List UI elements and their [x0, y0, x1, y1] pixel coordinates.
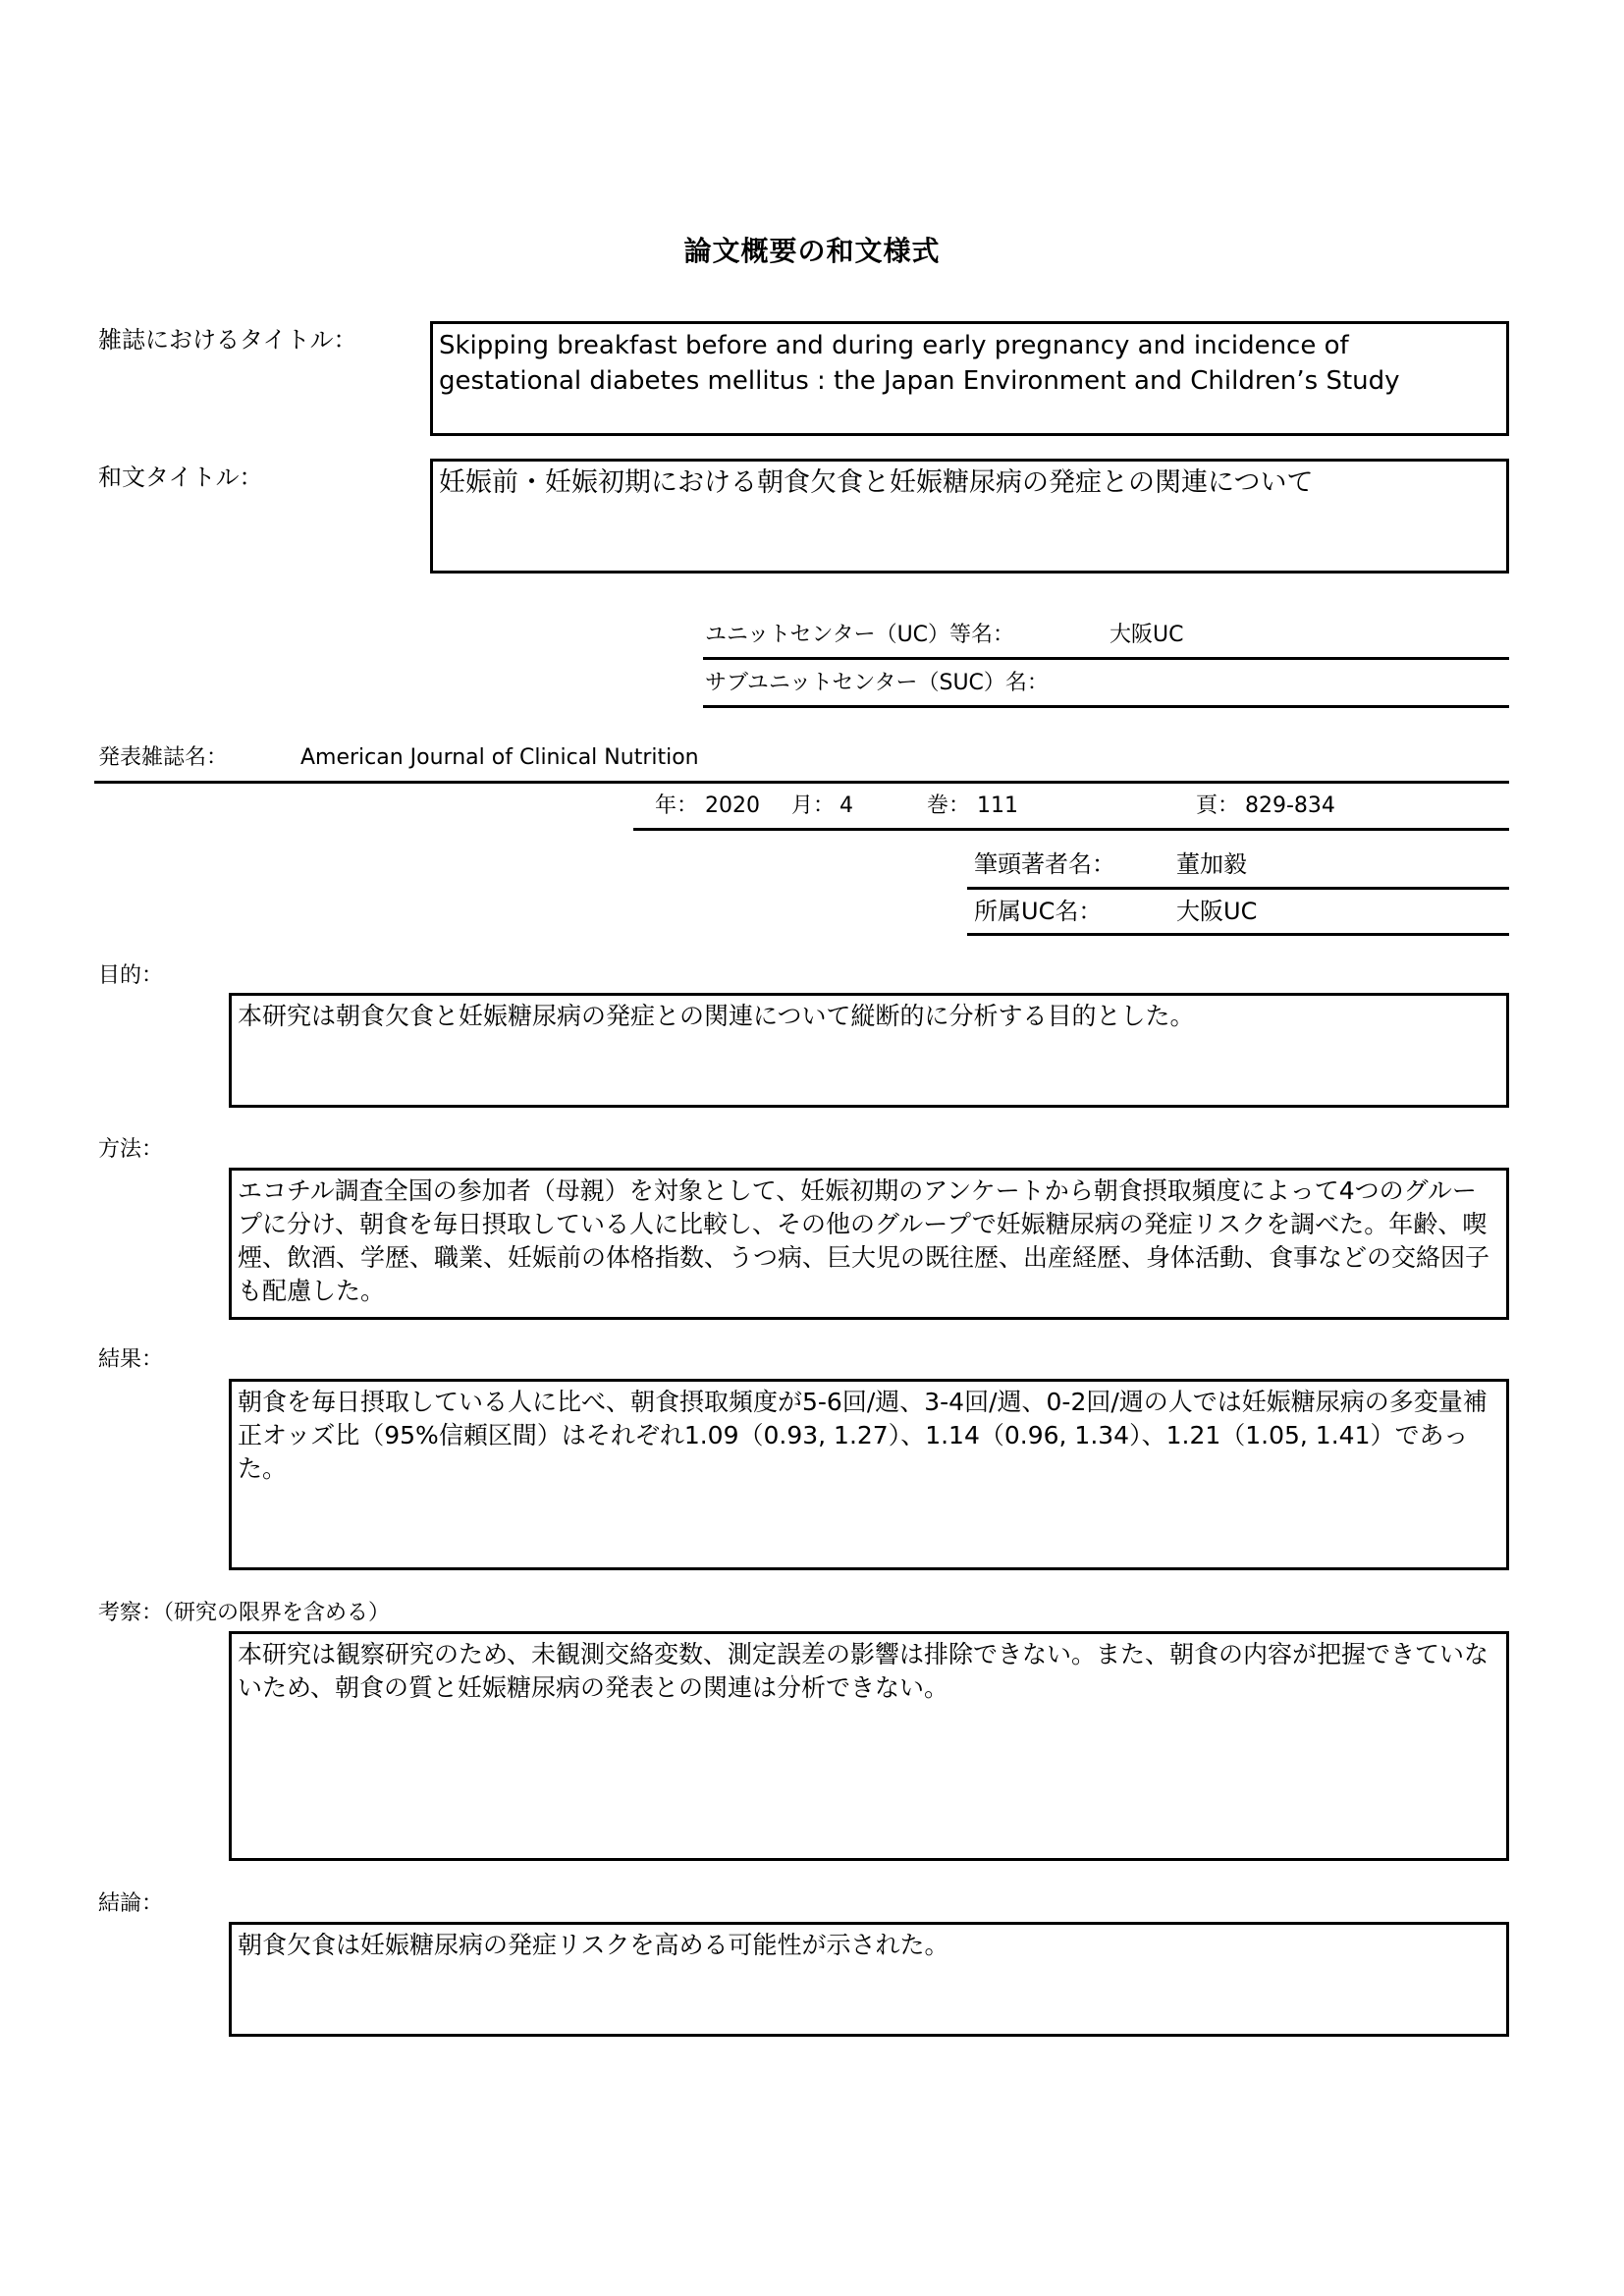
publication-journal-underline [94, 781, 1509, 784]
discussion-label: 考察：（研究の限界を含める） [98, 1601, 391, 1625]
discussion-box [229, 1631, 1509, 1861]
publication-journal-value: American Journal of Clinical Nutrition [300, 745, 699, 770]
unit-center-value: 大阪UC [1110, 623, 1184, 647]
pages-label: 頁： [1196, 793, 1240, 818]
affiliation-underline [967, 933, 1509, 936]
results-box [229, 1379, 1509, 1570]
sub-unit-center-label: サブユニットセンター（SUC）名： [705, 671, 1049, 695]
pages-value: 829-834 [1245, 793, 1335, 818]
affiliation-value: 大阪UC [1176, 898, 1258, 925]
unit-center-label: ユニットセンター（UC）等名： [705, 623, 1015, 647]
methods-label: 方法： [98, 1137, 164, 1162]
japanese-title-value: 妊娠前・妊娠初期における朝食欠食と妊娠糖尿病の発症との関連について [439, 467, 1314, 498]
first-author-value: 董加毅 [1176, 850, 1247, 878]
conclusion-box [229, 1922, 1509, 2037]
affiliation-label: 所属UC名： [974, 898, 1103, 925]
results-label: 結果： [98, 1347, 164, 1372]
results-text: 朝食を毎日摂取している人に比べ、朝食摂取頻度が5-6回/週、3-4回/週、0-2回/週の人では妊娠糖尿病の多変量補正オッズ比（95%信頼区間）はそれぞれ1.09（0.93, 1.27）、1.14（0.96, 1.34）、1.21（1.05, 1.41）であった。 [238, 1388, 1488, 1483]
month-value: 4 [839, 793, 853, 818]
volume-value: 111 [977, 793, 1018, 818]
first-author-underline [967, 887, 1509, 890]
publication-details-underline [633, 828, 1509, 831]
conclusion-text: 朝食欠食は妊娠糖尿病の発症リスクを高める可能性が示された。 [238, 1931, 949, 1959]
methods-text: エコチル調査全国の参加者（母親）を対象として、妊娠初期のアンケートから朝食摂取頻度によって4つのグループに分け、朝食を毎日摂取している人に比較し、その他のグループで妊娠糖尿病の発症リスクを調べた。年齢、喫煙、飲酒、学歴、職業、妊娠前の体格指数、うつ病、巨大児の既往歴、出産経歴、身体活動、食事などの交絡因子も配慮した。 [238, 1176, 1490, 1305]
conclusion-label: 結論： [98, 1891, 164, 1916]
purpose-text: 本研究は朝食欠食と妊娠糖尿病の発症との関連について縦断的に分析する目的とした。 [238, 1002, 1195, 1030]
journal-title-value: Skipping breakfast before and during early pregnancy and incidence of gestational diabetes mellitus : the Japan Environment and Children’s Study [439, 331, 1400, 396]
sub-unit-center-underline [703, 705, 1509, 708]
methods-box [229, 1168, 1509, 1320]
japanese-title-box [430, 459, 1509, 574]
discussion-text: 本研究は観察研究のため、未観測交絡変数、測定誤差の影響は排除できない。また、朝食の内容が把握できていないため、朝食の質と妊娠糖尿病の発表との関連は分析できない。 [238, 1640, 1489, 1702]
month-label: 月： [791, 793, 836, 818]
journal-title-label: 雑誌におけるタイトル： [98, 326, 357, 354]
unit-center-underline [703, 657, 1509, 660]
page-title: 論文概要の和文様式 [683, 235, 941, 267]
year-label: 年： [655, 793, 699, 818]
japanese-title-label: 和文タイトル： [98, 464, 263, 491]
purpose-label: 目的： [98, 963, 164, 988]
first-author-label: 筆頭著者名： [974, 850, 1115, 878]
journal-title-box [430, 321, 1509, 436]
publication-journal-label: 発表雑誌名： [98, 745, 229, 770]
purpose-box [229, 993, 1509, 1108]
volume-label: 巻： [927, 793, 971, 818]
year-value: 2020 [705, 793, 760, 818]
